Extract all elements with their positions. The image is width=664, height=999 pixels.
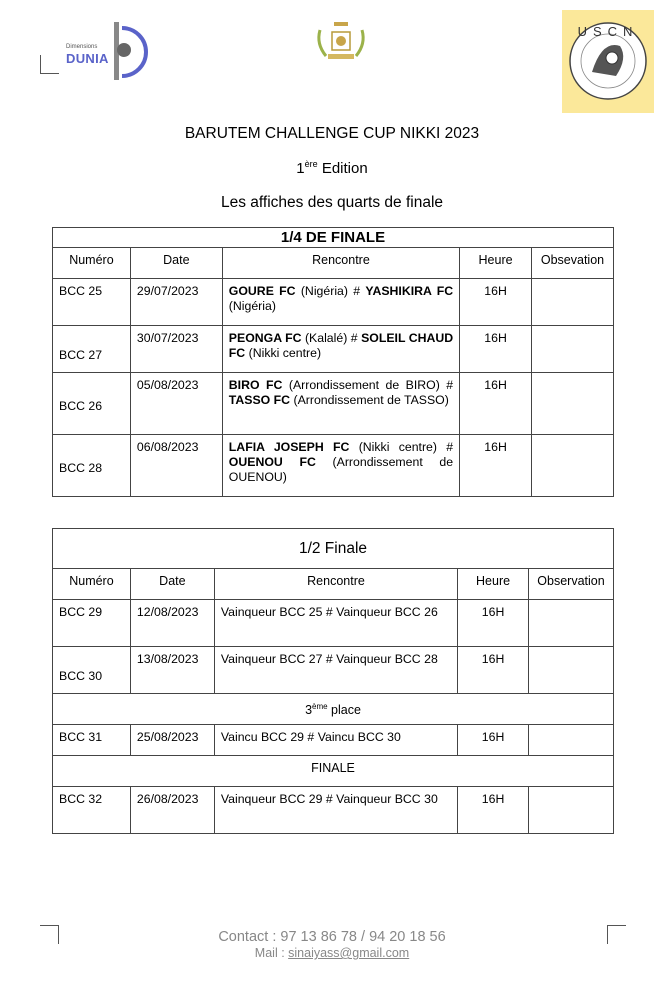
match-observation: [529, 787, 614, 834]
match-observation: [532, 373, 614, 435]
final-heading: FINALE: [53, 756, 614, 787]
col-header-heure: Heure: [458, 569, 529, 600]
col-header-date: Date: [130, 569, 214, 600]
match-date: 25/08/2023: [130, 725, 214, 756]
quarter-final-table: [52, 227, 614, 497]
match-date: 05/08/2023: [130, 373, 222, 435]
third-place-number: 3: [305, 703, 313, 718]
semi-final-table: [52, 528, 614, 834]
match-observation: [532, 279, 614, 326]
table-row: [53, 725, 614, 756]
match-time: 16H: [460, 279, 532, 326]
match-time: 16H: [460, 435, 532, 497]
footer-contact: Contact : 97 13 86 78 / 94 20 18 56: [218, 929, 446, 945]
team-away-origin: (Arrondissement de TASSO): [290, 393, 449, 407]
edition-superscript: ère: [304, 159, 318, 169]
match-date: 29/07/2023: [130, 279, 222, 326]
table-row: [53, 279, 614, 326]
match-number: BCC 32: [53, 787, 131, 834]
match-teams: Vainqueur BCC 29 # Vainqueur BCC 30: [214, 787, 457, 834]
match-teams: [222, 326, 459, 373]
semi-final-heading: 1/2 Finale: [53, 529, 614, 569]
third-place-heading: [53, 694, 614, 725]
third-place-word: place: [327, 703, 361, 718]
match-number: BCC 30: [53, 647, 131, 694]
match-observation: [532, 326, 614, 373]
match-observation: [529, 600, 614, 647]
match-time: 16H: [458, 600, 529, 647]
dunia-small-text: Dimensions: [66, 44, 98, 50]
match-time: 16H: [458, 725, 529, 756]
footer-mail: [0, 946, 664, 960]
edition-number: 1: [296, 160, 305, 177]
table-row: [53, 600, 614, 647]
match-teams: [222, 435, 459, 497]
document-title: BARUTEM CHALLENGE CUP NIKKI 2023: [184, 125, 480, 142]
col-header-rencontre: Rencontre: [222, 248, 459, 279]
match-time: 16H: [458, 647, 529, 694]
dunia-logo: [64, 20, 154, 82]
col-header-observation: Obsevation: [532, 248, 614, 279]
table-row: [53, 373, 614, 435]
team-away: SOLEIL CHAUD FC: [228, 331, 454, 360]
match-number: BCC 25: [53, 279, 131, 326]
col-header-heure: Heure: [460, 248, 532, 279]
match-date: 30/07/2023: [130, 326, 222, 373]
edition-word: Edition: [317, 160, 368, 177]
team-home: GOURE FC: [228, 284, 296, 298]
quarter-final-heading: 1/4 DE FINALE: [53, 228, 614, 248]
team-home-origin: (Kalalé) #: [301, 331, 362, 345]
team-home-origin: (Nikki centre) #: [349, 440, 454, 454]
team-home-origin: (Arrondissement de BIRO) #: [282, 378, 454, 392]
email-link[interactable]: sinaiyass@gmail.com: [288, 946, 410, 960]
table-row: [53, 647, 614, 694]
third-place-superscript: ème: [312, 702, 328, 711]
match-number: BCC 28: [53, 435, 131, 497]
coat-of-arms-emblem: [312, 18, 370, 64]
col-header-rencontre: Rencontre: [214, 569, 457, 600]
match-time: 16H: [460, 373, 532, 435]
table-row: [53, 787, 614, 834]
team-away: OUENOU FC: [228, 455, 316, 469]
footer-mail-label: Mail :: [254, 946, 289, 960]
match-date: 26/08/2023: [130, 787, 214, 834]
match-number: BCC 27: [53, 326, 131, 373]
col-header-numero: Numéro: [53, 569, 131, 600]
match-number: BCC 29: [53, 600, 131, 647]
team-home: BIRO FC: [228, 378, 283, 392]
match-date: 13/08/2023: [130, 647, 214, 694]
table-row: [53, 435, 614, 497]
team-away: TASSO FC: [228, 393, 291, 407]
dunia-brand-text: DUNIA: [66, 51, 109, 66]
team-home: LAFIA JOSEPH FC: [228, 440, 350, 454]
match-teams: [222, 279, 459, 326]
match-teams: Vaincu BCC 29 # Vaincu BCC 30: [214, 725, 457, 756]
uscn-logo: [562, 10, 654, 113]
match-time: 16H: [458, 787, 529, 834]
team-home: PEONGA FC: [228, 331, 302, 345]
uscn-text: USCN: [577, 24, 639, 39]
team-away-origin: (Nigéria): [228, 299, 276, 313]
match-teams: Vainqueur BCC 25 # Vainqueur BCC 26: [214, 600, 457, 647]
match-observation: [529, 725, 614, 756]
col-header-date: Date: [130, 248, 222, 279]
document-subtitle: Les affiches des quarts de finale: [220, 194, 444, 211]
match-teams: Vainqueur BCC 27 # Vainqueur BCC 28: [214, 647, 457, 694]
team-home-origin: (Nigéria) #: [295, 284, 366, 298]
col-header-numero: Numéro: [53, 248, 131, 279]
col-header-observation: Observation: [529, 569, 614, 600]
table-row: [53, 326, 614, 373]
match-date: 06/08/2023: [130, 435, 222, 497]
match-observation: [529, 647, 614, 694]
edition-line: [0, 159, 664, 177]
team-away: YASHIKIRA FC: [365, 284, 454, 298]
team-away-origin: (Nikki centre): [245, 346, 322, 360]
match-time: 16H: [460, 326, 532, 373]
match-observation: [532, 435, 614, 497]
match-teams: [222, 373, 459, 435]
match-date: 12/08/2023: [130, 600, 214, 647]
match-number: BCC 31: [53, 725, 131, 756]
team-away-origin: (Arrondissement de OUENOU): [228, 455, 454, 484]
crop-mark-top-left: [40, 55, 59, 74]
match-number: BCC 26: [53, 373, 131, 435]
